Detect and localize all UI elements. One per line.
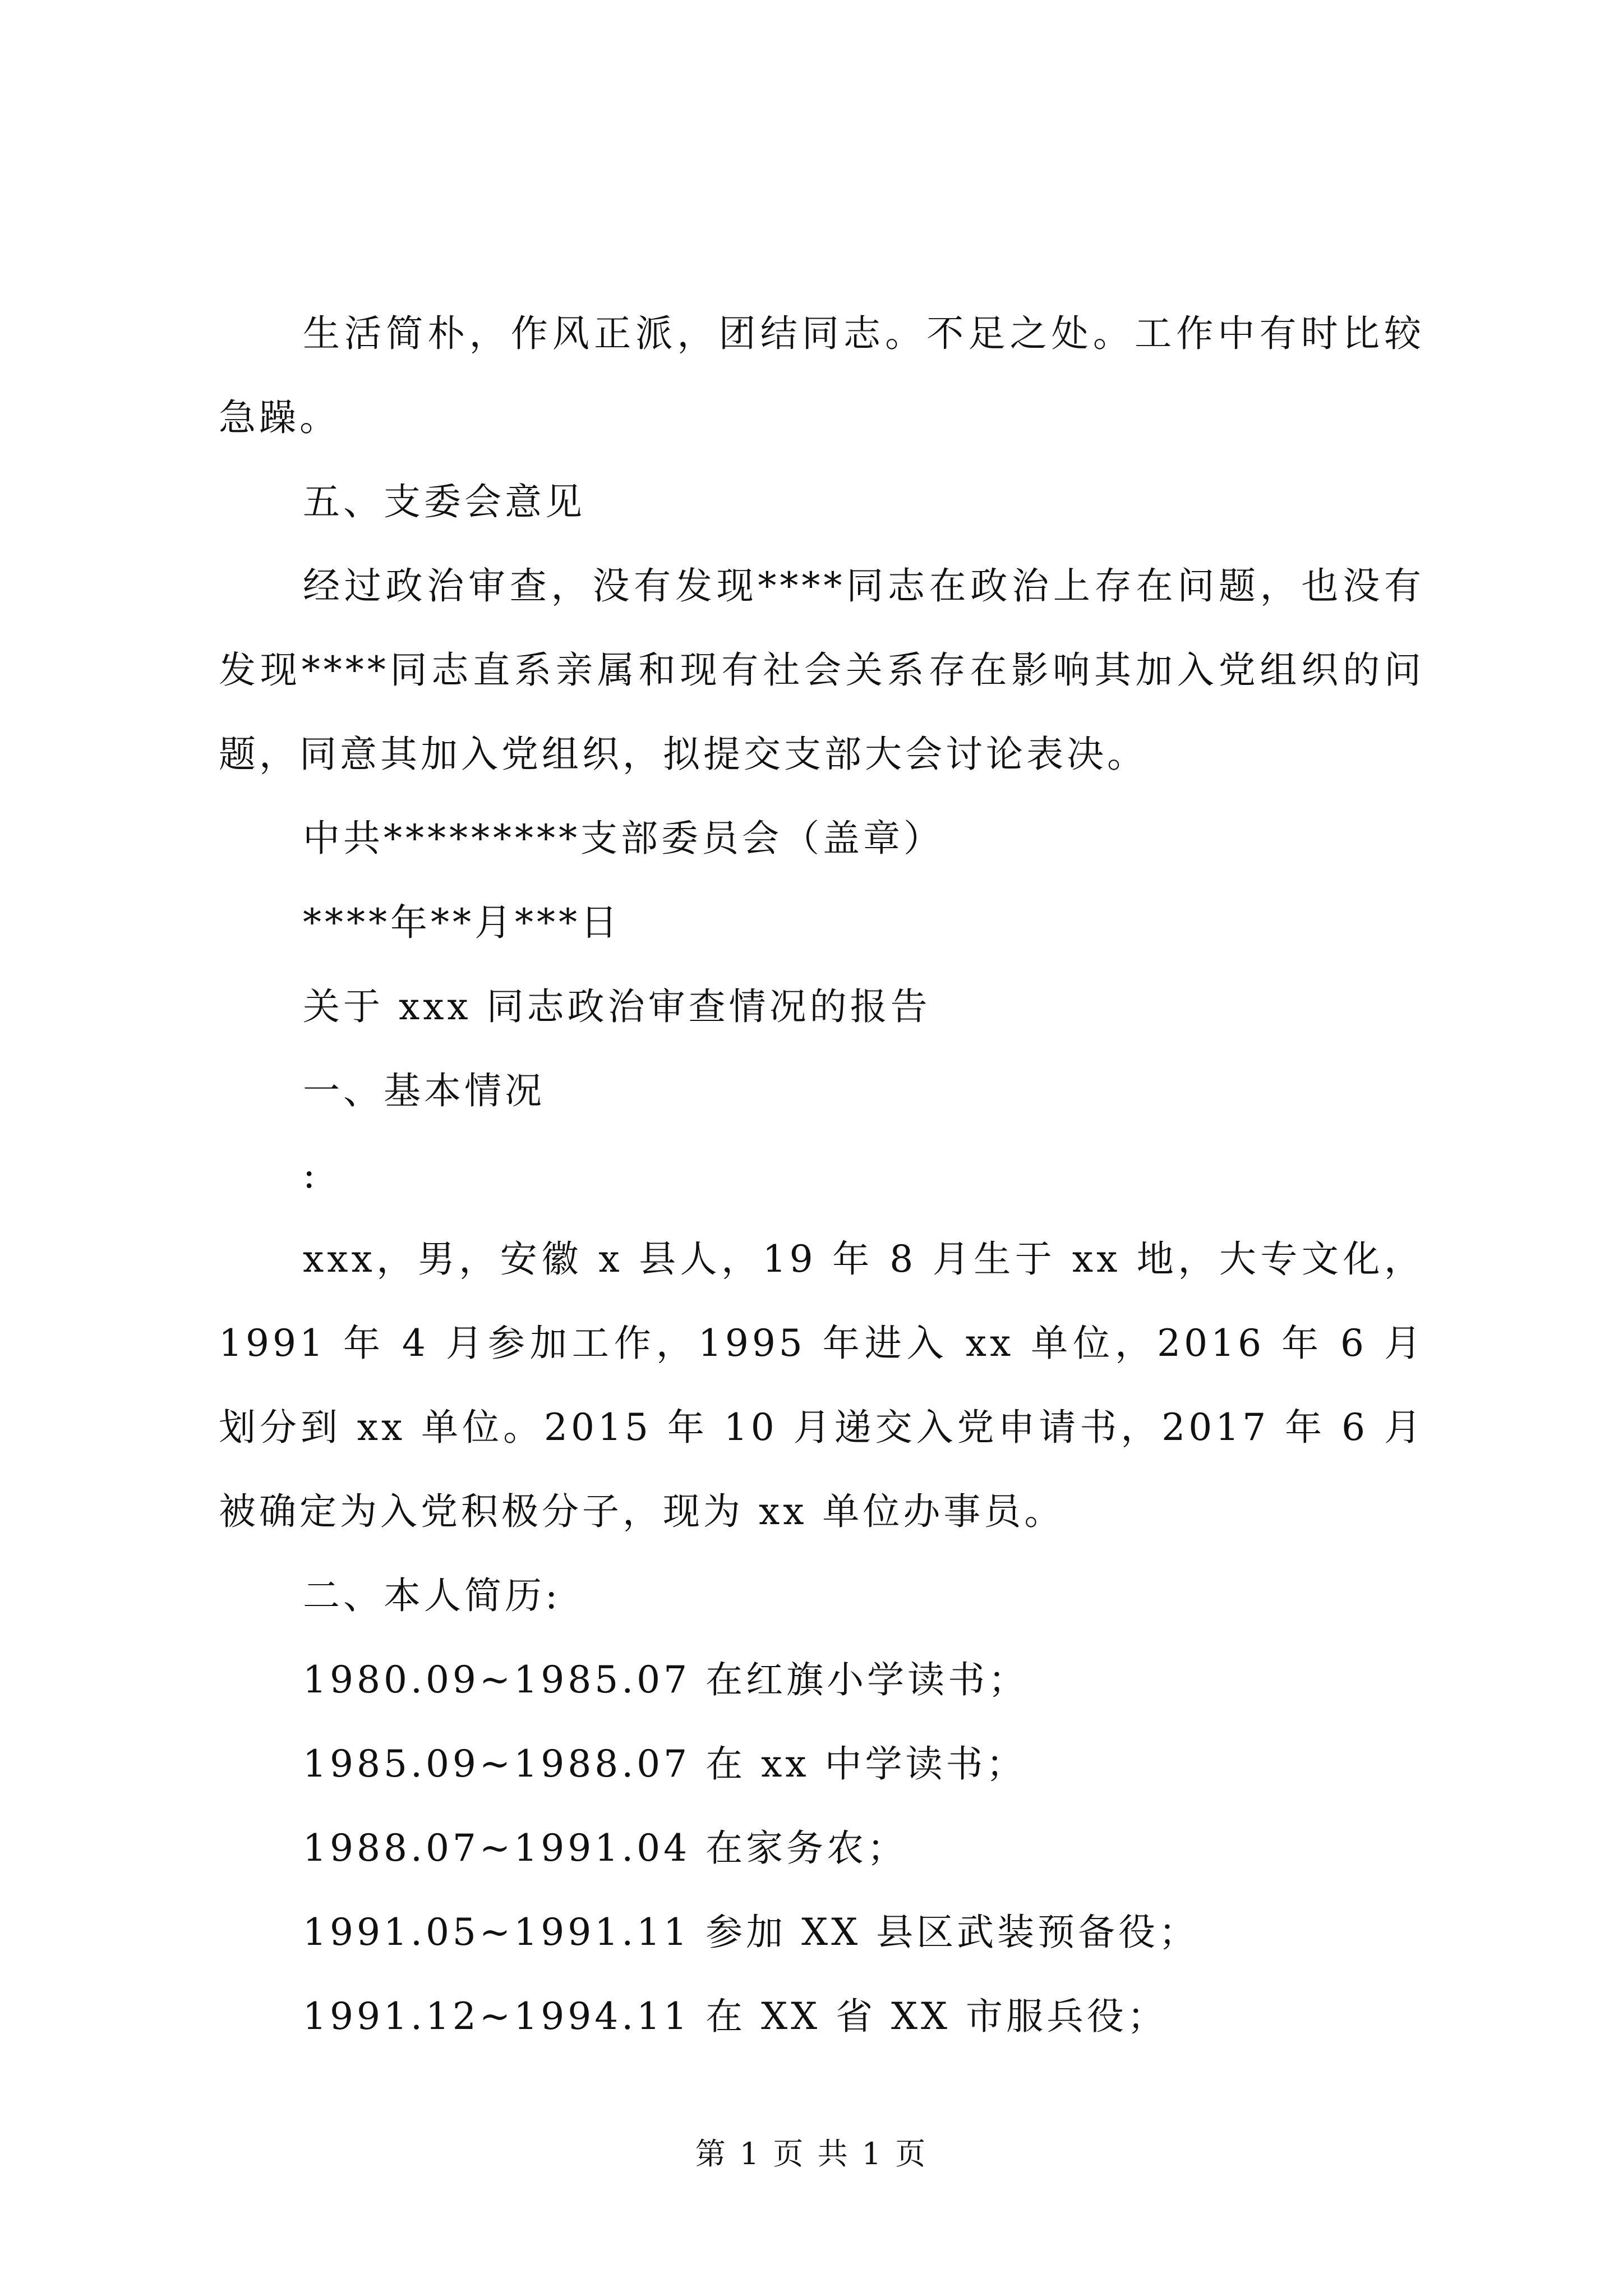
resume-item: 1988.07~1991.04 在家务农； xyxy=(303,1826,908,1870)
paragraph-work-style: 生活简朴，作风正派，团结同志。不足之处。工作中有时比较急躁。 xyxy=(219,312,1424,439)
colon-line: : xyxy=(303,1153,319,1197)
paragraph-committee-opinion: 经过政治审查，没有发现****同志在政治上存在问题，也没有发现****同志直系亲属和现有社会关系存在影响其加入党组织的问题，同意其加入党组织，拟提交支部大会讨论表决。 xyxy=(219,564,1424,776)
resume-item: 1985.09~1988.07 在 xx 中学读书； xyxy=(303,1742,1027,1786)
heading-basic-info: 一、基本情况 xyxy=(303,1069,545,1112)
heading-branch-committee-opinion: 五、支委会意见 xyxy=(303,480,585,523)
resume-item: 1991.05~1991.11 参加 XX 县区武装预备役； xyxy=(303,1911,1200,1954)
heading-resume: 二、本人简历: xyxy=(303,1574,561,1617)
page-footer xyxy=(0,2132,1623,2177)
paragraph-basic-info: xxx，男，安徽 x 县人，19 年 8 月生于 xx 地，大专文化，1991 年 4 月参加工作，1995 年进入 xx 单位，2016 年 6 月划分到 xx 单位。2015 年 10 月递交入党申请书，2017 年 6 月被确定为入党积极分子，现为 xx 单位办事员。 xyxy=(219,1237,1424,1533)
document-body xyxy=(219,292,1424,2059)
signature-date: ****年**月***日 xyxy=(303,901,621,944)
resume-item: 1991.12~1994.11 在 XX 省 XX 市服兵役； xyxy=(303,1995,1168,2038)
committee-signature: 中共*********支部委员会（盖章） xyxy=(303,817,944,860)
resume-item: 1980.09~1985.07 在红旗小学读书； xyxy=(303,1658,1029,1701)
page-number-label: 第 1 页 共 1 页 xyxy=(695,2136,928,2171)
report-title: 关于 xxx 同志政治审查情况的报告 xyxy=(303,985,931,1028)
